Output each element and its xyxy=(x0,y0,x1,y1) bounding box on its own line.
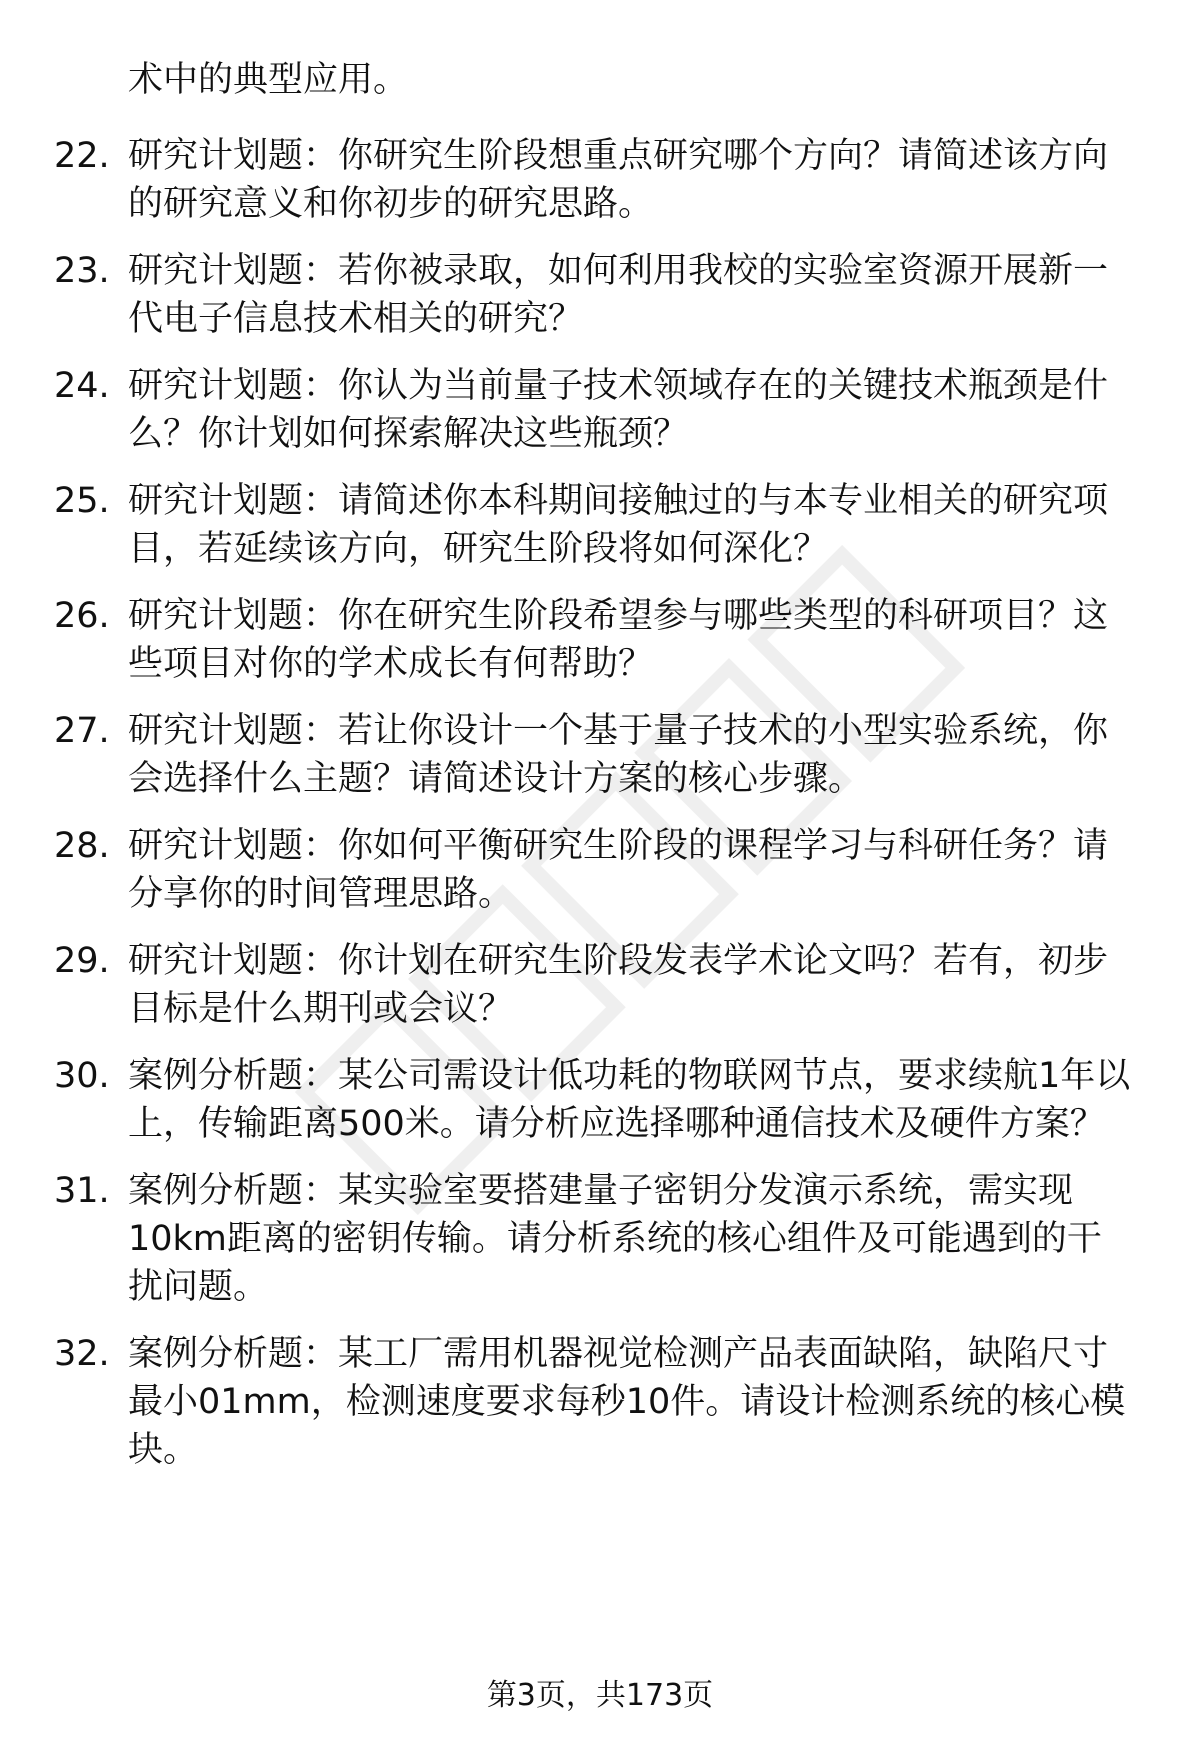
question-line: 10km距离的密钥传输。请分析系统的核心组件及可能遇到的干 xyxy=(128,1219,1102,1259)
question-text xyxy=(128,707,1168,803)
question-line: 些项目对你的学术成长有何帮助？ xyxy=(128,644,654,684)
question-number: 32. xyxy=(54,1334,110,1374)
question-line: 分享你的时间管理思路。 xyxy=(128,874,514,914)
question-line: 扰问题。 xyxy=(128,1267,269,1307)
question-text xyxy=(128,937,1168,1033)
question-number: 31. xyxy=(54,1171,110,1211)
question-line: 研究计划题：你计划在研究生阶段发表学术论文吗？若有，初步 xyxy=(128,941,1109,981)
question-number: 28. xyxy=(54,826,110,866)
question-line: 块。 xyxy=(128,1430,199,1470)
question-text xyxy=(128,1330,1168,1474)
question-line: 研究计划题：你如何平衡研究生阶段的课程学习与科研任务？请 xyxy=(128,826,1109,866)
question-line: 案例分析题：某公司需设计低功耗的物联网节点，要求续航1年以 xyxy=(128,1056,1131,1096)
question-line: 目，若延续该方向，研究生阶段将如何深化？ xyxy=(128,529,829,569)
page-footer: 第3页，共173页 xyxy=(486,1678,714,1713)
question-number: 30. xyxy=(54,1056,110,1096)
question-line: 研究计划题：你在研究生阶段希望参与哪些类型的科研项目？这 xyxy=(128,596,1109,636)
question-line: 案例分析题：某实验室要搭建量子密钥分发演示系统，需实现 xyxy=(128,1171,1074,1211)
continuation-text: 术中的典型应用。 xyxy=(128,60,409,100)
question-text xyxy=(128,362,1168,458)
question-line: 么？你计划如何探索解决这些瓶颈？ xyxy=(128,414,689,454)
question-text xyxy=(128,592,1168,688)
question-number: 26. xyxy=(54,596,110,636)
question-line: 研究计划题：若让你设计一个基于量子技术的小型实验系统，你 xyxy=(128,711,1109,751)
question-text xyxy=(128,1167,1168,1311)
question-line: 研究计划题：你认为当前量子技术领域存在的关键技术瓶颈是什 xyxy=(128,366,1109,406)
question-number: 29. xyxy=(54,941,110,981)
question-line: 最小01mm，检测速度要求每秒10件。请设计检测系统的核心模 xyxy=(128,1382,1126,1422)
question-text xyxy=(128,132,1168,228)
question-number: 27. xyxy=(54,711,110,751)
question-line: 会选择什么主题？请简述设计方案的核心步骤。 xyxy=(128,759,864,799)
question-line: 目标是什么期刊或会议？ xyxy=(128,989,514,1029)
question-text xyxy=(128,822,1168,918)
question-number: 23. xyxy=(54,251,110,291)
question-line: 的研究意义和你初步的研究思路。 xyxy=(128,184,654,224)
question-line: 上，传输距离500米。请分析应选择哪种通信技术及硬件方案？ xyxy=(128,1104,1105,1144)
question-number: 22. xyxy=(54,136,110,176)
question-line: 研究计划题：若你被录取，如何利用我校的实验室资源开展新一 xyxy=(128,251,1109,291)
question-line: 代电子信息技术相关的研究？ xyxy=(128,299,584,339)
question-text xyxy=(128,1052,1168,1148)
question-line: 案例分析题：某工厂需用机器视觉检测产品表面缺陷，缺陷尺寸 xyxy=(128,1334,1109,1374)
question-number: 24. xyxy=(54,366,110,406)
question-line: 研究计划题：你研究生阶段想重点研究哪个方向？请简述该方向 xyxy=(128,136,1109,176)
question-text xyxy=(128,247,1168,343)
question-text xyxy=(128,477,1168,573)
question-line: 研究计划题：请简述你本科期间接触过的与本专业相关的研究项 xyxy=(128,481,1109,521)
question-number: 25. xyxy=(54,481,110,521)
